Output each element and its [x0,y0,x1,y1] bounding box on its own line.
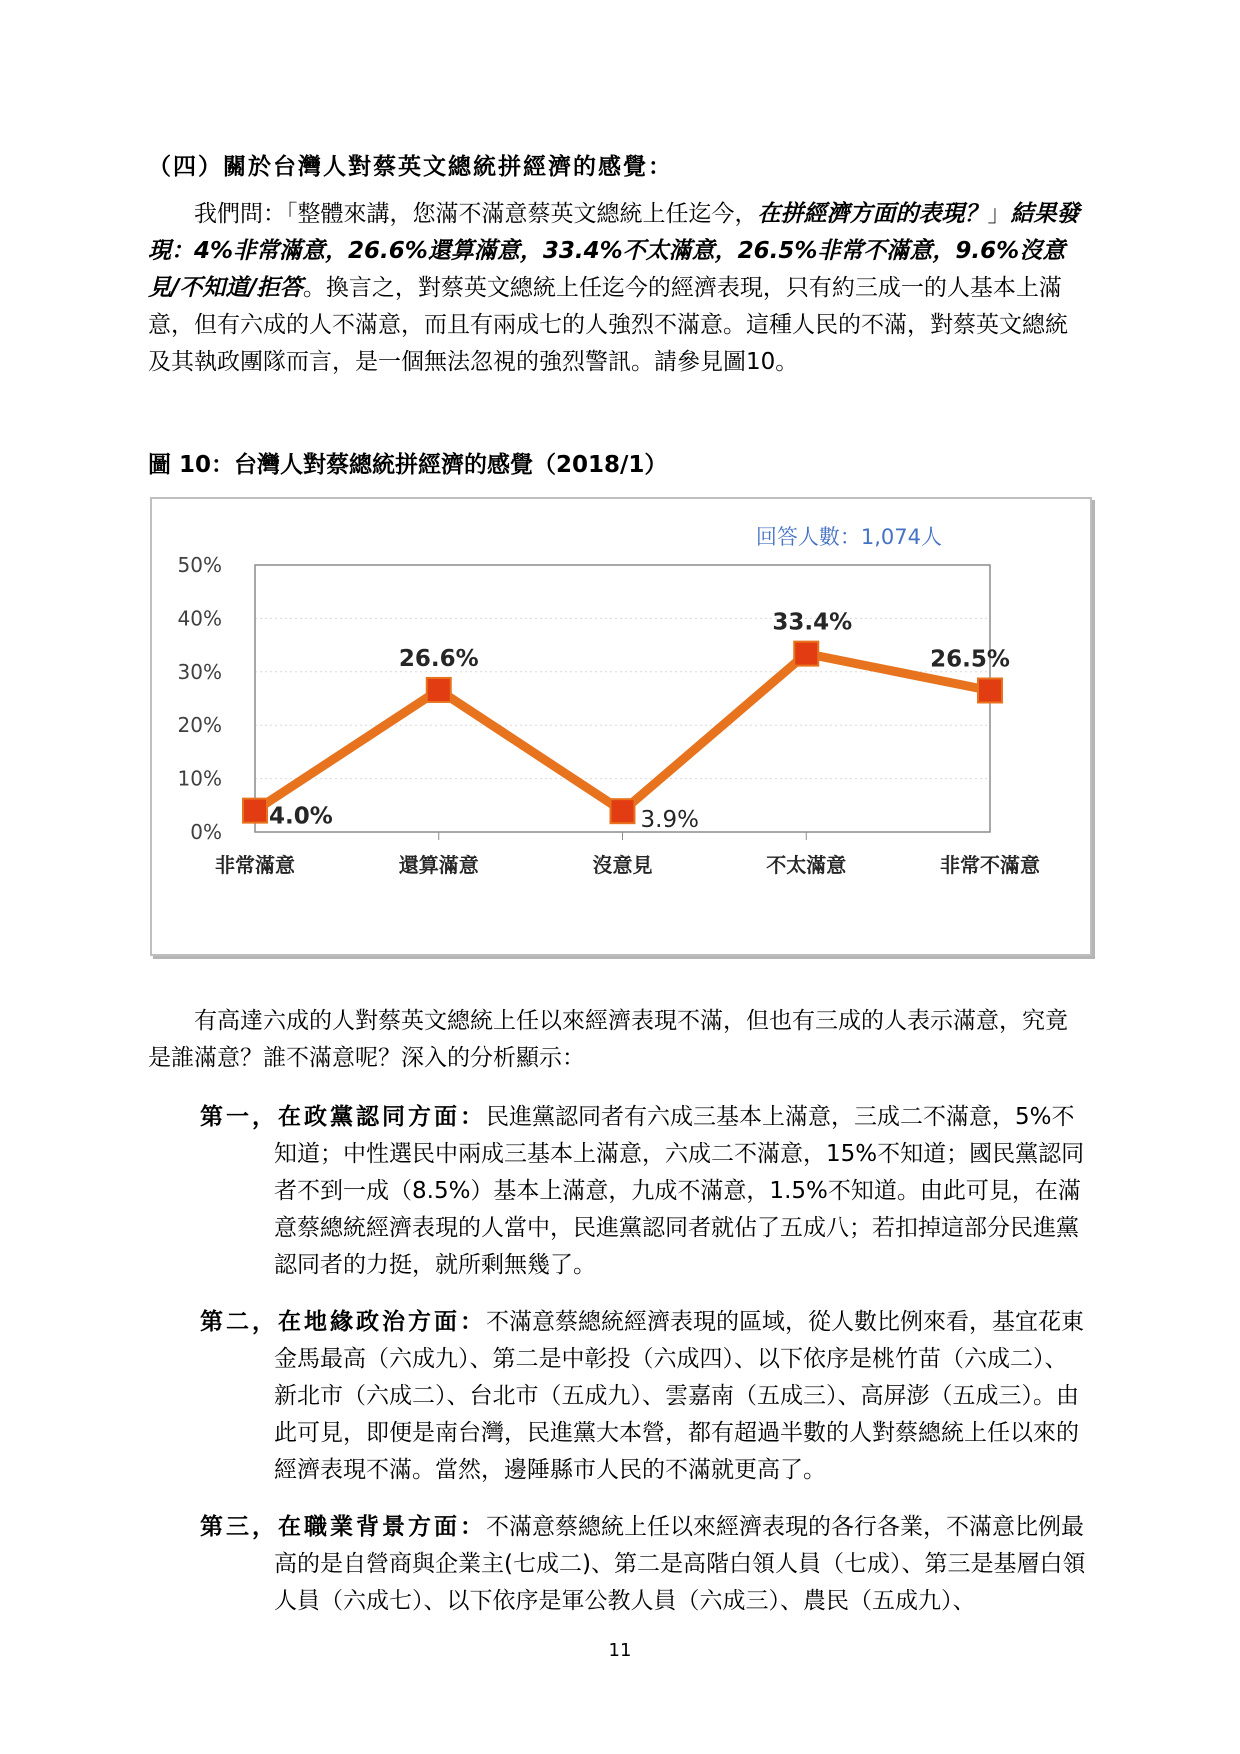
item-1-lead: 第一，在政黨認同方面： [200,1103,486,1130]
y-tick-label: 20% [177,713,222,738]
y-tick-labels [178,553,222,844]
data-label: 33.4% [772,609,853,636]
item-3-text: 不滿意蔡總統上任以來經濟表現的各行各業，不滿意比例最高的是自營商與企業主(七成二)、第二是高階白領人員（七成）、第三是基層白領人員（六成七）、以下依序是軍公教人員（六成三）、農民（五成九）、 [274,1514,1086,1614]
item-3-lead: 第三，在職業背景方面： [200,1513,486,1540]
para1-question: 在拼經濟方面的表現？ [757,201,988,227]
paragraph-1 [148,196,1088,381]
data-label: 3.9% [640,807,699,834]
respondents-annotation: 回答人數：1,074人 [755,525,942,549]
analysis-item-2 [200,1303,1090,1489]
para1-close-quote: 」 [987,201,1011,227]
data-label: 26.6% [398,645,479,672]
y-tick-label: 0% [190,820,222,844]
x-tick-label: 非常滿意 [215,853,295,877]
data-point-marker [611,799,635,823]
data-point-marker [978,678,1002,702]
y-tick-label: 50% [177,553,222,577]
x-tick-label: 非常不滿意 [940,853,1040,877]
analysis-item-1 [200,1098,1090,1284]
data-point-marker [243,799,267,823]
x-tick-label: 不太滿意 [766,853,847,877]
x-tick-label: 還算滿意 [398,853,479,877]
item-2-lead: 第二，在地緣政治方面： [200,1308,486,1335]
para1-result: 結果發現：4%非常滿意，26.6%還算滿意，33.4%不太滿意，26.5%非常不滿意，9.6%沒意見/不知道/拒答 [148,201,1080,301]
x-tick-labels [215,853,1040,877]
series-polyline [255,654,990,812]
para1-lead: 我們問：「整體來講，您滿不滿意蔡英文總統上任迄今， [194,201,758,227]
y-tick-label: 10% [177,766,222,791]
series-line [255,654,990,812]
x-tick-label: 沒意見 [592,853,653,877]
para1-rest: 。換言之，對蔡英文總統上任迄今的經濟表現，只有約三成一的人基本上滿意，但有六成的人不滿意，而且有兩成七的人強烈不滿意。這種人民的不滿，對蔡英文總統及其執政團隊而言，是一個無法忽視的強烈警訊。請參見圖10。 [148,275,1068,375]
figure-caption: 圖 10：台灣人對蔡總統拼經濟的感覺（2018/1） [148,452,668,478]
analysis-item-3 [200,1508,1090,1620]
y-tick-label: 40% [177,606,222,631]
y-tick-label: 30% [177,659,222,684]
data-label: 4.0% [269,803,333,830]
plot-area [255,565,990,832]
line-chart [152,499,1090,954]
item-1-text: 民進黨認同者有六成三基本上滿意，三成二不滿意，5%不知道；中性選民中兩成三基本上滿意，六成二不滿意，15%不知道；國民黨認同者不到一成（8.5%）基本上滿意，九成不滿意，1.5%不知道。由此可見，在滿意蔡總統經濟表現的人當中，民進黨認同者就佔了五成八；若扣掉這部分民進黨認同者的力挺，就所剩無幾了。 [274,1104,1085,1278]
data-label: 26.5% [930,646,1010,673]
paragraph-2: 有高達六成的人對蔡英文總統上任以來經濟表現不滿，但也有三成的人表示滿意，究竟是誰滿意？誰不滿意呢？深入的分析顯示： [148,1008,1068,1071]
item-2-text: 不滿意蔡總統經濟表現的區域，從人數比例來看，基宜花東金馬最高（六成九）、第二是中彰投（六成四）、以下依序是桃竹苗（六成二）、新北市（六成二）、台北市（五成九）、雲嘉南（五成三）、高屏澎（五成三）。由此可見，即便是南台灣，民進黨大本營，都有超過半數的人對蔡總統上任以來的經濟表現不滿。當然，邊陲縣市人民的不滿就更高了。 [274,1309,1084,1483]
chart-frame [150,497,1092,956]
data-point-marker [794,642,818,666]
data-point-marker [427,678,451,702]
page-number: 11 [608,1640,632,1661]
section-heading: （四）關於台灣人對蔡英文總統拼經濟的感覺： [148,153,673,180]
